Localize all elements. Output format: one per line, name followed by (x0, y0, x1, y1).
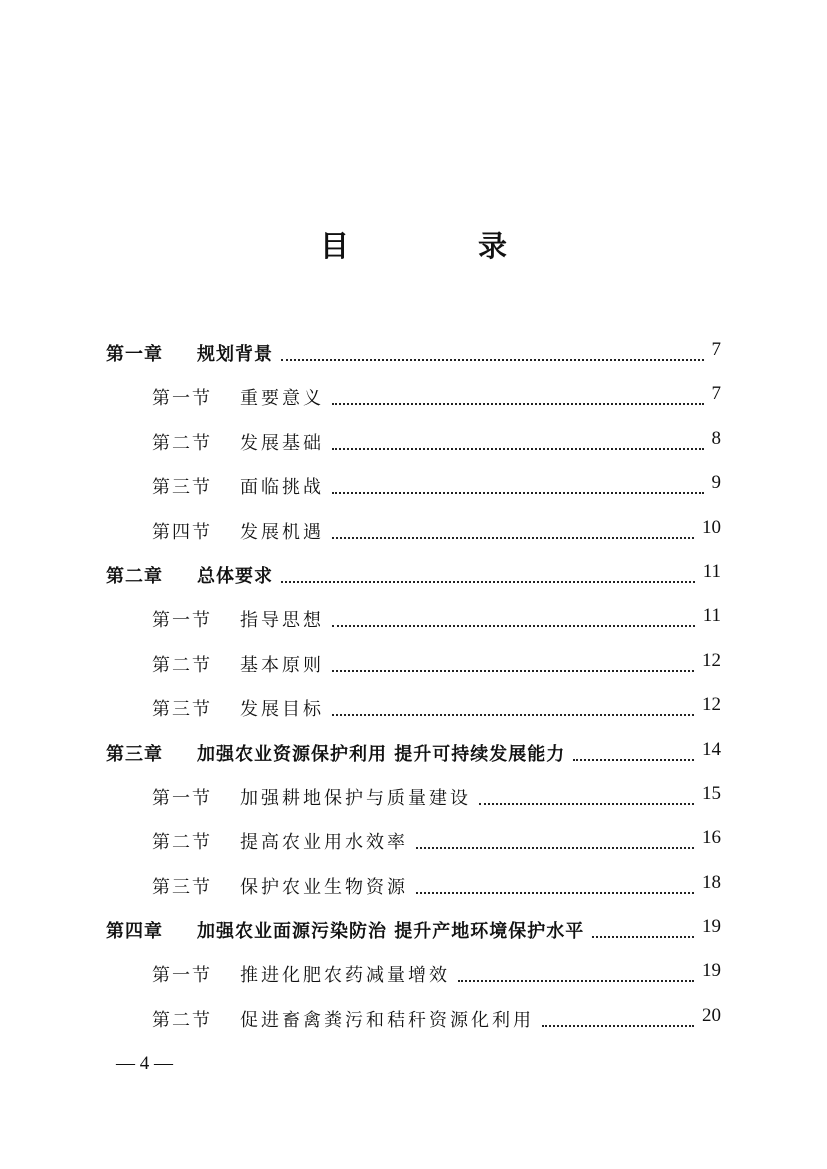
toc-page-number: 16 (702, 827, 721, 849)
dot-leader (332, 446, 704, 450)
section-number: 第二节 (152, 1009, 212, 1031)
toc-page-number: 19 (702, 916, 721, 938)
dot-leader (592, 934, 694, 938)
dot-leader (332, 623, 695, 627)
toc-chapter-entry[interactable] (0, 730, 827, 774)
toc-page-number: 9 (711, 472, 721, 494)
toc-page-number: 19 (702, 960, 721, 982)
chapter-title: 规划背景 (197, 344, 273, 365)
dot-leader (332, 401, 704, 405)
table-of-contents (0, 330, 827, 1040)
section-title: 基本原则 (240, 654, 324, 676)
chapter-number: 第三章 (106, 743, 163, 765)
toc-section-entry[interactable] (0, 863, 827, 907)
section-title: 发展基础 (240, 432, 324, 454)
section-title: 推进化肥农药减量增效 (240, 965, 450, 987)
page-title: 目 录 (319, 229, 557, 263)
toc-section-entry[interactable] (0, 818, 827, 862)
toc-page-number: 11 (702, 605, 721, 627)
chapter-number: 第二章 (106, 565, 163, 587)
dot-leader (332, 535, 694, 539)
section-title: 加强耕地保护与质量建设 (240, 787, 471, 809)
dot-leader (332, 668, 694, 672)
section-number: 第二节 (152, 432, 212, 454)
dot-leader (479, 801, 694, 805)
section-title: 面临挑战 (240, 477, 324, 499)
chapter-title: 总体要求 (197, 565, 273, 587)
section-number: 第一节 (152, 388, 212, 410)
dot-leader (573, 757, 694, 761)
toc-page-number: 7 (711, 383, 721, 405)
toc-section-entry[interactable] (0, 641, 827, 685)
toc-page-number: 7 (711, 339, 721, 360)
section-title: 指导思想 (240, 610, 324, 632)
chapter-number: 第四章 (106, 921, 163, 943)
toc-section-entry[interactable] (0, 374, 827, 418)
toc-section-entry[interactable] (0, 685, 827, 729)
section-number: 第四节 (152, 521, 212, 543)
section-number: 第三节 (152, 699, 212, 721)
toc-chapter-entry[interactable] (0, 330, 827, 374)
toc-section-entry[interactable] (0, 419, 827, 463)
dot-leader (416, 845, 694, 849)
section-title: 提高农业用水效率 (240, 832, 408, 854)
dot-leader (332, 712, 694, 716)
toc-page-number: 10 (702, 516, 721, 538)
toc-page-number: 8 (711, 427, 721, 449)
toc-page-number: 18 (702, 871, 721, 893)
toc-chapter-entry[interactable] (0, 552, 827, 596)
dot-leader (281, 357, 704, 361)
toc-section-entry[interactable] (0, 774, 827, 818)
section-title: 发展目标 (240, 699, 324, 721)
section-number: 第三节 (152, 876, 212, 898)
section-title: 保护农业生物资源 (240, 876, 408, 898)
section-number: 第二节 (152, 832, 212, 854)
toc-page-number: 12 (702, 694, 721, 716)
toc-page-number: 20 (702, 1004, 721, 1026)
toc-section-entry[interactable] (0, 508, 827, 552)
section-number: 第一节 (152, 610, 212, 632)
page-number: — 4 — (116, 1053, 173, 1074)
toc-section-entry[interactable] (0, 463, 827, 507)
dot-leader (458, 978, 694, 982)
section-number: 第一节 (152, 787, 212, 809)
toc-section-entry[interactable] (0, 996, 827, 1040)
toc-page-number: 14 (702, 738, 721, 760)
section-number: 第三节 (152, 477, 212, 499)
dot-leader (416, 890, 694, 894)
toc-page-number: 15 (702, 782, 721, 804)
toc-page-number: 12 (702, 649, 721, 671)
chapter-title: 加强农业资源保护利用 提升可持续发展能力 (197, 743, 566, 765)
chapter-title: 加强农业面源污染防治 提升产地环境保护水平 (197, 921, 585, 943)
dot-leader (332, 490, 704, 494)
chapter-number: 第一章 (106, 344, 163, 365)
toc-section-entry[interactable] (0, 596, 827, 640)
toc-section-entry[interactable] (0, 951, 827, 995)
dot-leader (542, 1023, 694, 1027)
section-title: 促进畜禽粪污和秸秆资源化利用 (240, 1009, 534, 1031)
section-number: 第二节 (152, 654, 212, 676)
toc-chapter-entry[interactable] (0, 907, 827, 951)
dot-leader (281, 579, 695, 583)
section-title: 发展机遇 (240, 521, 324, 543)
toc-page-number: 11 (702, 560, 721, 582)
section-title: 重要意义 (240, 388, 324, 410)
section-number: 第一节 (152, 965, 212, 987)
